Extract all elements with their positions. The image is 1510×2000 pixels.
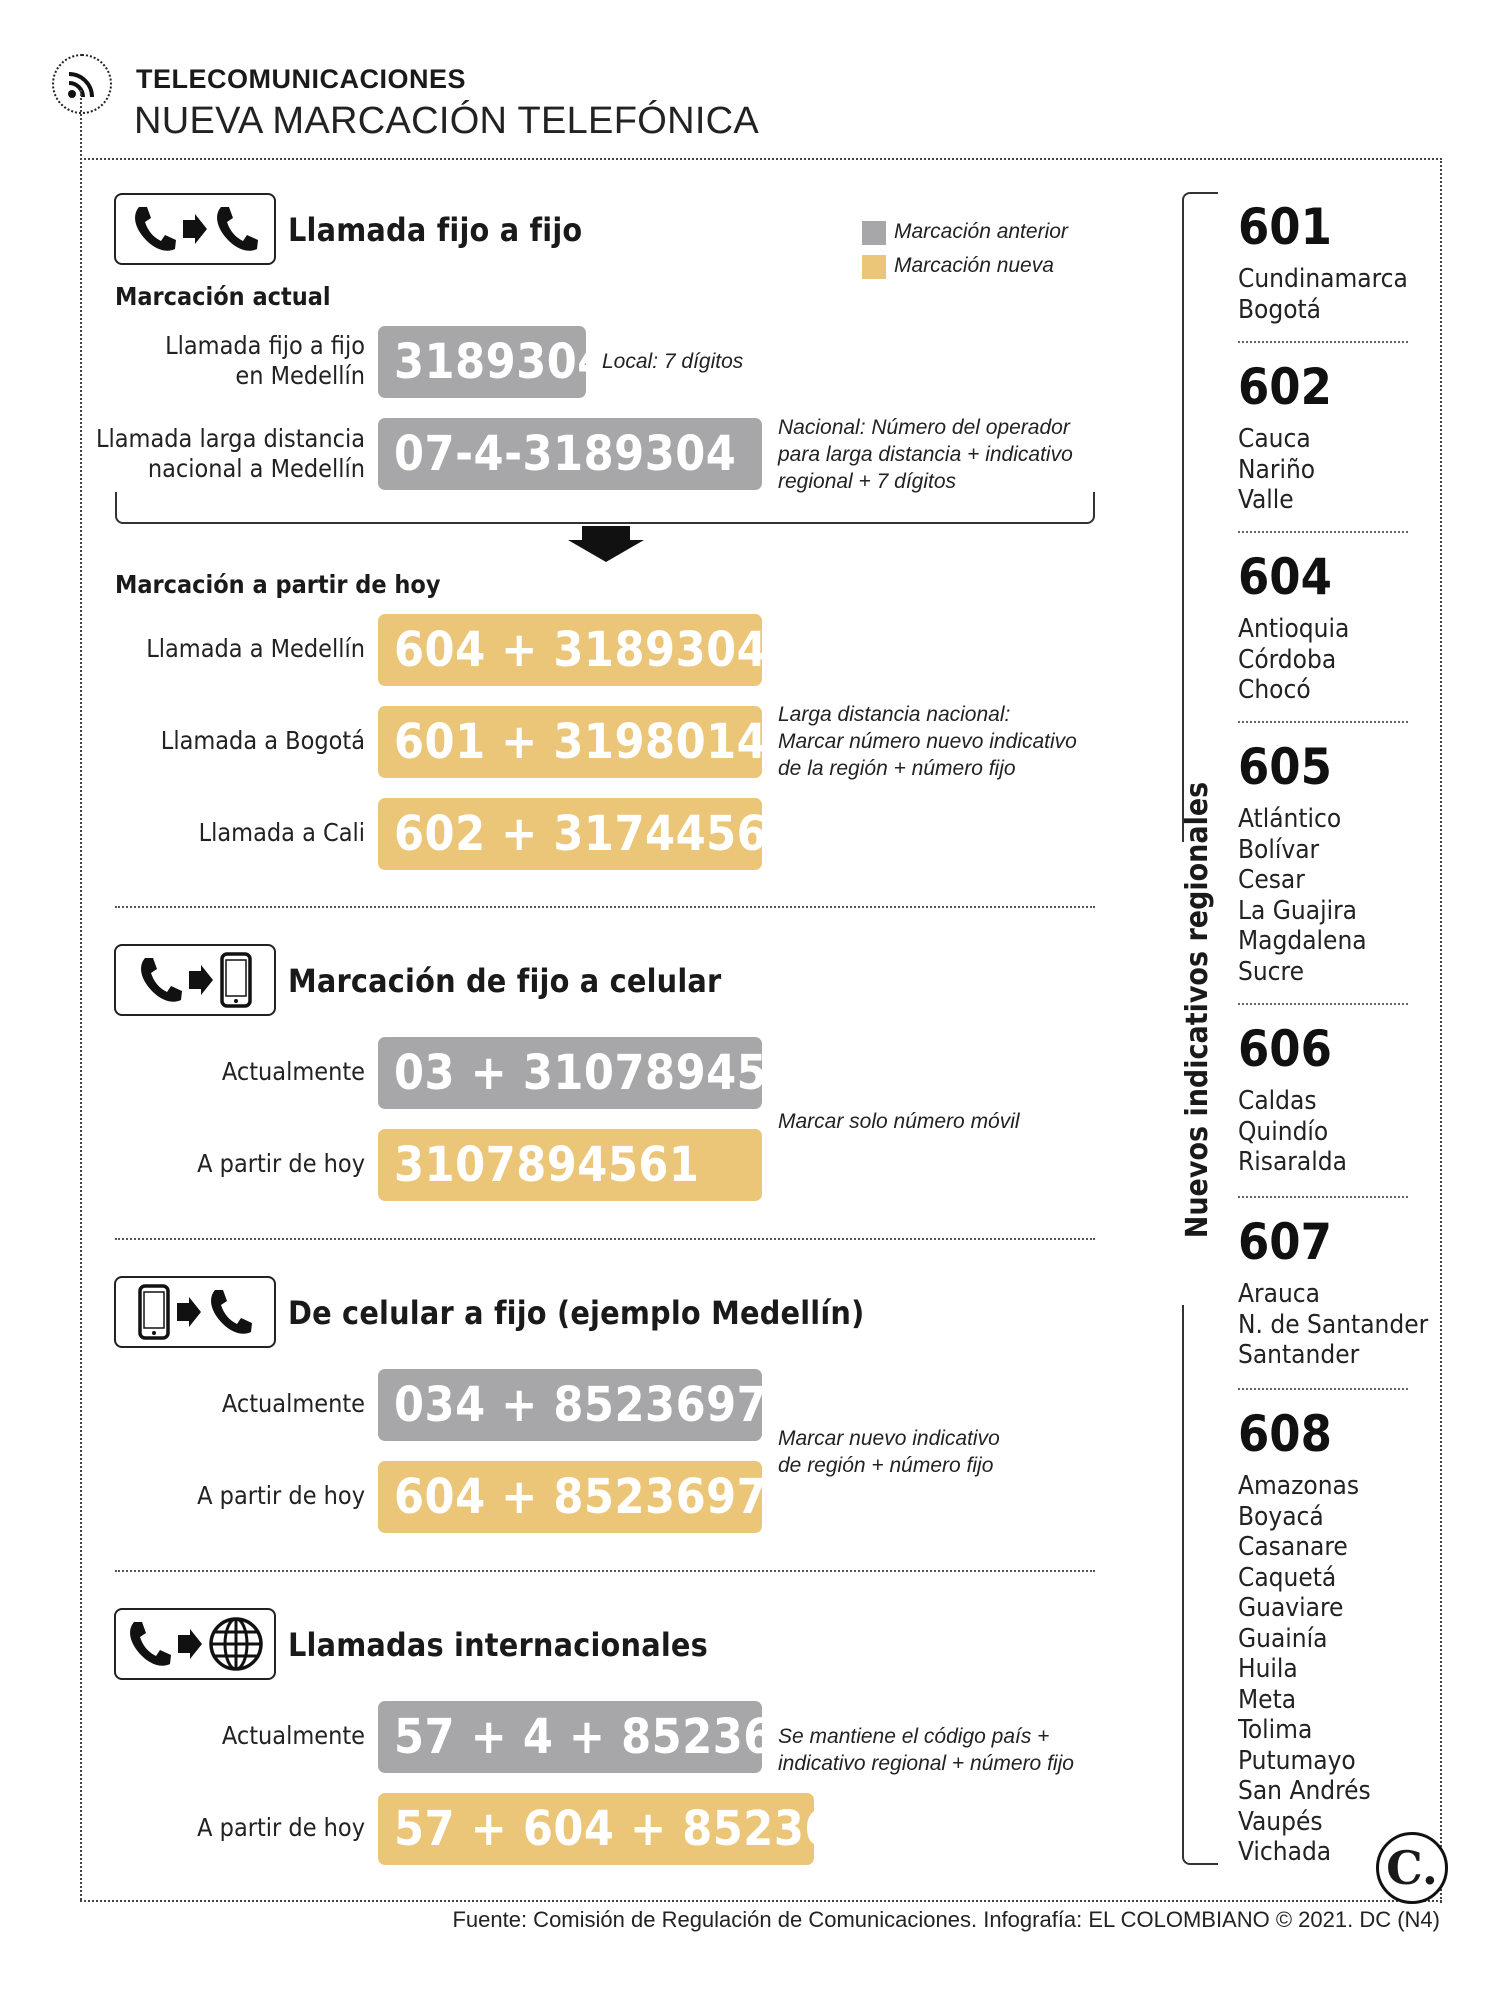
number-pill-new: 3107894561: [378, 1129, 762, 1201]
number-pill-old: 07-4-3189304: [378, 418, 762, 490]
region-names: Arauca N. de Santander Santander: [1238, 1279, 1429, 1370]
region-names: Atlántico Bolívar Cesar La Guajira Magdalena Sucre: [1238, 804, 1367, 987]
frame-left: [80, 90, 82, 1900]
row-label: Actualmente: [221, 1389, 365, 1418]
region-code: 607: [1238, 1213, 1332, 1271]
brand-logo: C.: [1376, 1832, 1448, 1904]
row-label: Llamada a Bogotá: [160, 726, 365, 755]
region-divider: [1238, 531, 1408, 533]
number-pill-old: 034 + 8523697: [378, 1369, 762, 1441]
number-pill-new: 604 + 8523697: [378, 1461, 762, 1533]
frame-bottom: [80, 1900, 1442, 1902]
regions-title: Nuevos indicativos regionales: [1180, 781, 1215, 1239]
row-label: Llamada fijo a fijo en Medellín: [165, 331, 365, 390]
region-code: 604: [1238, 548, 1332, 606]
region-group-602: [1238, 358, 1332, 516]
region-group-606: [1238, 1020, 1347, 1178]
region-bracket-bottom: [1182, 1305, 1218, 1865]
region-code: 601: [1238, 198, 1332, 256]
legend-label-old: Marcación anterior: [894, 220, 1068, 243]
frame-right: [1440, 158, 1442, 1903]
legend-label-new: Marcación nueva: [894, 254, 1054, 277]
note: Larga distancia nacional: Marcar número nuevo indicativo de la región + número fijo: [778, 703, 1077, 780]
section-title-fijo-celular: Marcación de fijo a celular: [288, 962, 722, 1000]
legend-swatch-old: [862, 221, 886, 245]
landline-to-international-icon-box: [114, 1608, 276, 1680]
region-divider: [1238, 721, 1408, 723]
number-pill-old: 3189304: [378, 326, 586, 398]
region-code: 606: [1238, 1020, 1332, 1078]
region-group-607: [1238, 1213, 1428, 1371]
number-pill-new: 604 + 3189304: [378, 614, 762, 686]
source-credit: Fuente: Comisión de Regulación de Comunicaciones. Infografía: EL COLOMBIANO © 2021. DC (N4): [452, 1907, 1440, 1932]
mobile-phone-icon: [137, 1284, 171, 1340]
region-names: Antioquia Córdoba Chocó: [1238, 614, 1350, 705]
arrow-down-icon: [568, 526, 644, 562]
region-code: 605: [1238, 738, 1332, 796]
region-bracket-top: [1182, 192, 1218, 842]
region-group-608: [1238, 1405, 1371, 1868]
note: Marcar nuevo indicativo de región + número fijo: [778, 1427, 1000, 1477]
region-names: Amazonas Boyacá Casanare Caquetá Guaviare Guainía Huila Meta Tolima Putumayo San Andrés Vaupés Vichada: [1238, 1471, 1371, 1867]
region-divider: [1238, 1388, 1408, 1390]
note: Marcar solo número móvil: [778, 1110, 1020, 1133]
landline-to-mobile-icon-box: [114, 944, 276, 1016]
arrow-right-icon: [177, 1297, 201, 1327]
region-code: 608: [1238, 1405, 1332, 1463]
number-pill-new: 57 + 604 + 8523697: [378, 1793, 814, 1865]
note: Nacional: Número del operador para larga distancia + indicativo regional + 7 dígitos: [778, 416, 1073, 493]
arrow-right-icon: [189, 965, 213, 995]
region-code: 602: [1238, 358, 1332, 416]
section-title-fijo-fijo: Llamada fijo a fijo: [288, 211, 583, 249]
row-label: Actualmente: [221, 1057, 365, 1086]
region-group-605: [1238, 738, 1367, 987]
note: Local: 7 dígitos: [602, 350, 744, 373]
landline-to-landline-icon-box: [114, 193, 276, 265]
number-pill-new: 601 + 3198014: [378, 706, 762, 778]
arrow-right-icon: [183, 214, 207, 244]
frame-top: [80, 158, 1442, 160]
legend-swatch-new: [862, 255, 886, 279]
region-group-601: [1238, 198, 1408, 325]
row-label: Llamada a Cali: [198, 818, 365, 847]
region-divider: [1238, 1003, 1408, 1005]
phone-icon: [131, 204, 177, 254]
row-label: Llamada a Medellín: [146, 634, 365, 663]
subheading-new: Marcación a partir de hoy: [115, 570, 441, 599]
bracket: [115, 492, 1095, 524]
row-label: A partir de hoy: [197, 1813, 365, 1842]
phone-icon: [126, 1619, 172, 1669]
section-divider: [115, 906, 1095, 908]
region-names: Cundinamarca Bogotá: [1238, 264, 1408, 325]
arrow-right-icon: [178, 1629, 202, 1659]
region-group-604: [1238, 548, 1349, 706]
number-pill-old: 57 + 4 + 8523697: [378, 1701, 762, 1773]
number-pill-old: 03 + 3107894561: [378, 1037, 762, 1109]
region-divider: [1238, 341, 1408, 343]
row-label: Llamada larga distancia nacional a Medellín: [96, 424, 365, 483]
number-pill-new: 602 + 3174456: [378, 798, 762, 870]
globe-icon: [208, 1616, 264, 1672]
mobile-phone-icon: [219, 952, 253, 1008]
section-title-internacional: Llamadas internacionales: [288, 1626, 708, 1664]
region-names: Cauca Nariño Valle: [1238, 424, 1316, 515]
phone-icon: [213, 204, 259, 254]
kicker: TELECOMUNICACIONES: [136, 64, 467, 94]
mobile-to-landline-icon-box: [114, 1276, 276, 1348]
note: Se mantiene el código país + indicativo regional + número fijo: [778, 1725, 1074, 1775]
phone-icon: [137, 955, 183, 1005]
headline: NUEVA MARCACIÓN TELEFÓNICA: [134, 100, 760, 142]
phone-icon: [207, 1287, 253, 1337]
wifi-logo-icon: [52, 54, 112, 114]
row-label: A partir de hoy: [197, 1149, 365, 1178]
subheading-current: Marcación actual: [115, 282, 331, 311]
row-label: Actualmente: [221, 1721, 365, 1750]
region-divider: [1238, 1196, 1408, 1198]
region-names: Caldas Quindío Risaralda: [1238, 1086, 1347, 1177]
row-label: A partir de hoy: [197, 1481, 365, 1510]
section-divider: [115, 1238, 1095, 1240]
section-title-celular-fijo: De celular a fijo (ejemplo Medellín): [288, 1294, 865, 1332]
section-divider: [115, 1570, 1095, 1572]
